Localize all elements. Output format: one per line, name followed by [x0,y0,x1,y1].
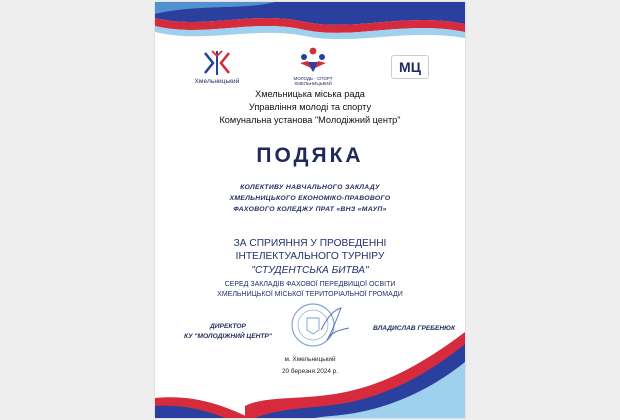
recipient-block [155,182,465,215]
scope-line-2: ХМЕЛЬНИЦЬКОЇ МІСЬКОЇ ТЕРИТОРІАЛЬНОЇ ГРОМАДИ [217,290,403,298]
issue-date: 20 березня 2024 р. [281,368,338,375]
signatory-role-line-2: КУ "МОЛОДІЖНИЙ ЦЕНТР" [184,333,272,340]
signatory-name: ВЛАДИСЛАВ ГРЕБЕНЮК [373,325,456,332]
city-logo-caption: Хмельницький [194,78,240,85]
issue-place: м. Хмельницький [284,356,336,363]
official-stamp-and-signature [283,300,355,350]
khmelnytskyi-city-logo [194,49,240,85]
event-name: "СТУДЕНТСЬКА БИТВА" [251,264,369,276]
scope-block [155,280,465,299]
issuer-header [155,88,465,127]
city-emblem-icon [201,49,233,77]
signatory-role-line-1: ДИРЕКТОР [210,323,246,330]
scope-line-1: СЕРЕД ЗАКЛАДІВ ФАХОВОЇ ПЕРЕДВИЩОЇ ОСВІТИ [224,281,396,288]
signatory-role [173,322,283,342]
youth-center-logo: МЦ [391,55,429,79]
youth-sport-caption-line1: МОЛОДЬ · СПОРТ [293,76,333,81]
reason-line-1: ЗА СПРИЯННЯ У ПРОВЕДЕННІ [233,238,387,249]
recipient-line-2: ХМЕЛЬНИЦЬКОГО ЕКОНОМІКО-ПРАВОВОГО [229,195,391,202]
youth-sport-caption-line2: ХМЕЛЬНИЦЬКИЙ [294,81,332,86]
reason-line-2: ІНТЕЛЕКТУАЛЬНОГО ТУРНІРУ [235,251,385,263]
place-and-date [155,354,465,378]
recipient-line-3: ФАХОВОГО КОЛЕДЖУ ПРАТ «ВНЗ «МАУП» [233,206,387,213]
header-city-council: Хмельницька міська рада [255,89,365,99]
header-department: Управління молоді та спорту [248,102,372,112]
certificate-page [155,2,465,418]
youth-sport-caption [285,76,341,86]
certificate-title: ПОДЯКА [256,144,364,167]
youth-sport-logo [293,46,333,86]
header-institution: Комунальна установа "Молодіжний центр" [219,115,401,125]
people-emblem-icon [298,46,328,76]
recipient-line-1: КОЛЕКТИВУ НАВЧАЛЬНОГО ЗАКЛАДУ [240,184,380,191]
reason-block [155,237,465,277]
